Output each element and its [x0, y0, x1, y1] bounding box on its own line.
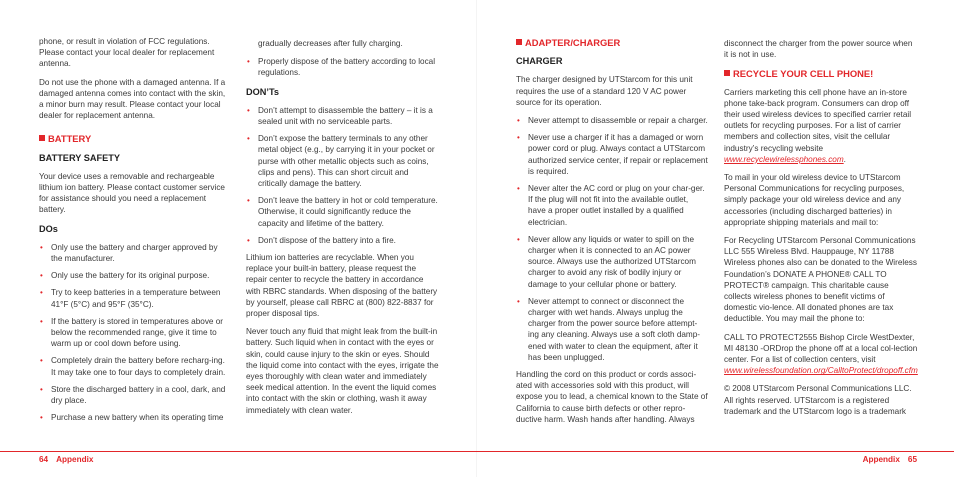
paragraph: The charger designed by UTStarcom for this unit requires the use of a standard 120 V AC power source for its operation. [516, 75, 693, 107]
subheading-charger: CHARGER [516, 56, 563, 67]
footer-right [863, 455, 917, 464]
bullet-icon: • [40, 356, 43, 366]
page-number: 65 [907, 455, 917, 464]
bullet-icon: • [517, 184, 520, 194]
dos-list-continued [246, 56, 439, 78]
bullet-icon: • [40, 288, 43, 298]
paragraph: Do not use the phone with a damaged antenna. If a damaged antenna comes into contact with the skin, a minor burn may result. Please contact your local dealer for replacement antenna. [39, 77, 226, 121]
paragraph: To mail in your old wireless device to UTStarcom Personal Communications for recycling purposes, simply package your old wireless device and any accessories (including discharged batteries) in appropriate shipping materials and mail to: [724, 173, 905, 227]
bullet-icon: • [517, 234, 520, 244]
left-page-column-1 [39, 36, 231, 429]
recycle-website-link[interactable]: www.recyclewirelessphones.com [724, 154, 844, 164]
charger-list [516, 115, 708, 363]
subheading-donts: DON’Ts [246, 86, 280, 97]
square-bullet-icon [516, 39, 522, 45]
subheading-dos: DOs [39, 223, 58, 234]
paragraph: Never touch any fluid that might leak from the built-in battery. Such liquid when in contact with the eyes or skin, could cause injury to the skin or eyes. Should the liquid come into contact with the eyes, irrigate the eyes thoroughly with clean water and immediately seek medical attention. In the event the liquid comes into contact with the skin or clothing, wash it away immediately with clean water. [246, 327, 439, 415]
bullet-icon: • [40, 384, 43, 394]
footer-section: Appendix [56, 455, 94, 464]
bullet-icon: • [247, 105, 250, 115]
paragraph-continued: gradually decreases after fully charging. [258, 39, 403, 48]
list-item: • Never allow any liquids or water to spill on the charger when it is connected to an AC power source. Always use the authorized UTStarcom charger to avoid any risk of bodily injury or damage to your cellular phone or battery. [517, 234, 696, 289]
paragraph: Lithium ion batteries are recyclable. When you replace your built-in battery, please request the repair center to recycle the battery in accordance with RBRC standards. When disposing of the battery by yourself, please call RBRC at (800) 822-8837 for proper disposal tips. [246, 253, 438, 319]
paragraph: For Recycling UTStarcom Personal Communications LLC 555 Wireless Blvd. Hauppauge, NY 11788 Wireless phones also can be donated to the Wireless Foundation’s DONATE A PHONE® CALL TO PROTECT® campaign. This charitable cause collects wireless phones to benefit victims of domestic vio-lence. All donated phones are tax deductible. You may mail the phone to: [724, 236, 917, 324]
bullet-icon: • [40, 413, 43, 423]
list-item: • Store the discharged battery in a cool, dark, and dry place. [40, 384, 226, 406]
donts-list [246, 105, 439, 246]
section-heading-recycle: RECYCLE YOUR CELL PHONE! [724, 68, 918, 79]
bullet-icon: • [40, 316, 43, 326]
list-item: • If the battery is stored in temperatures above or below the recommended range, give it time to warm up or cool down before using. [40, 316, 224, 349]
list-item: • Try to keep batteries in a temperature between 41°F (5°C) and 95°F (35°C). [40, 288, 221, 309]
list-item: • Properly dispose of the battery according to local regulations. [247, 57, 436, 78]
list-item: • Only use the battery for its original purpose. [40, 271, 210, 281]
square-bullet-icon [39, 135, 45, 141]
paragraph: Carriers marketing this cell phone have an in-store phone take-back program. Consumers can drop off their used wireless devices to specified carrier retail outlets for recycling purposes. For a list of carrier members and collection sites, visit the cellular industry’s recycling website www.recyclewirelessphones.com. [724, 87, 912, 164]
section-heading-battery: BATTERY [39, 133, 231, 144]
paragraph: phone, or result in violation of FCC regulations. Please contact your local dealer for replacement antenna. [39, 37, 215, 69]
bullet-icon: • [517, 133, 520, 143]
bullet-icon: • [517, 296, 520, 306]
list-item: • Don’t dispose of the battery into a fire. [247, 235, 396, 245]
bullet-icon: • [247, 57, 250, 67]
bullet-icon: • [247, 196, 250, 206]
list-item: • Don’t leave the battery in hot or cold temperature. Otherwise, it could significantly reduce the capacity and lifetime of the battery. [247, 196, 438, 228]
footer-left [39, 455, 93, 464]
list-item: • Purchase a new battery when its operating time [40, 413, 224, 423]
bullet-icon: • [40, 242, 43, 252]
left-page-column-2 [246, 38, 439, 423]
list-item: • Never alter the AC cord or plug on your char-ger. If the plug will not fit into the available outlet, have a proper outlet installed by a qualified electrician. [517, 184, 705, 227]
paragraph: Handling the cord on this product or cords associ-ated with accessories sold with this product, will expose you to lead, a chemical known to the State of California to cause birth defects or other repro-ductive harm. Wash hands after handling. Always [516, 370, 708, 424]
right-page-column-2 [724, 38, 918, 424]
dos-list [39, 242, 231, 424]
bullet-icon: • [247, 134, 250, 144]
right-page-column-1 [516, 36, 708, 432]
section-heading-adapter-charger: ADAPTER/CHARGER [516, 37, 708, 48]
wireless-foundation-link[interactable]: www.wirelessfoundation.org/CalltoProtect/dropoff.cfm [724, 366, 918, 376]
list-item: • Don’t attempt to disassemble the battery – it is a sealed unit with no serviceable parts. [247, 105, 433, 127]
list-item: • Never attempt to disassemble or repair a charger. [517, 116, 708, 126]
list-item: • Completely drain the battery before recharg-ing. It may take one to four days to completely drain. [40, 356, 226, 377]
paragraph: © 2008 UTStarcom Personal Communications LLC. All rights reserved. UTStarcom is a registered trademark and the UTStarcom logo is a trademark [724, 384, 912, 416]
subheading-battery-safety: BATTERY SAFETY [39, 152, 120, 163]
page-spine [476, 0, 477, 477]
footer-section: Appendix [862, 455, 900, 464]
list-item: • Never attempt to connect or disconnect the charger with wet hands. Always unplug the charger from the power source before attempt-ing any cleaning. Always use a soft cloth damp-ened with water to clean the equipment, after it has been unplugged. [517, 296, 701, 362]
paragraph-continued: disconnect the charger from the power source when it is not in use. [724, 39, 913, 60]
list-item: • Don’t expose the battery terminals to any other metal object (e.g., by carrying it in your pocket or purse with other metallic objects such as coins, clips and pens). This can short circuit and critically damage the battery. [247, 134, 435, 189]
paragraph: Your device uses a removable and rechargeable lithium ion battery. Please contact customer service for assistance should you need a replacement battery. [39, 171, 225, 215]
footer-rule-right [477, 451, 954, 452]
footer-rule-left [0, 451, 477, 452]
paragraph: CALL TO PROTECT2555 Bishop Circle WestDexter, MI 48130 -ORDrop the phone off at a local col-lection center. For a list of collection centers, visit www.wirelessfoundation.org/CalltoProtect/dropoff.cfm [724, 332, 918, 376]
page-number: 64 [39, 455, 49, 464]
bullet-icon: • [40, 271, 43, 281]
list-item: • Never use a charger if it has a damaged or worn power cord or plug. Always contact a UTStarcom authorized service center, if repair or replacement is required. [517, 133, 708, 176]
list-item: • Only use the battery and charger approved by the manufacturer. [40, 242, 218, 264]
square-bullet-icon [724, 70, 730, 76]
bullet-icon: • [247, 235, 250, 245]
bullet-icon: • [517, 116, 520, 126]
